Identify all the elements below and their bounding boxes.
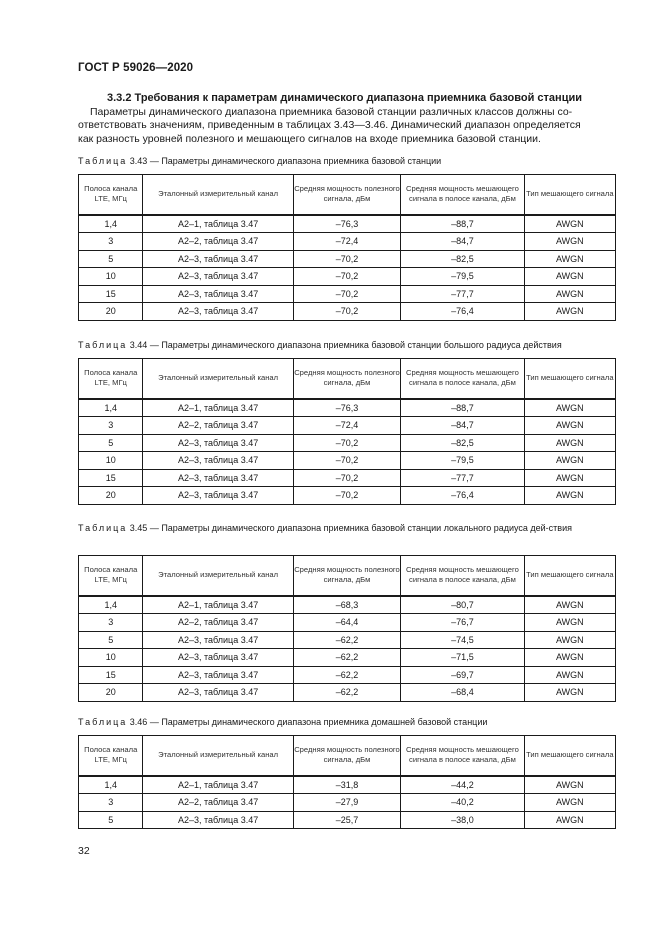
table-cell: –70,2 bbox=[293, 434, 400, 452]
table-cell: –72,4 bbox=[293, 233, 400, 251]
table-row bbox=[79, 649, 616, 667]
column-header: Средняя мощность мешающего сигнала в полосе канала, дБм bbox=[401, 736, 525, 776]
table-cell: A2–3, таблица 3.47 bbox=[143, 666, 293, 684]
table-row bbox=[79, 776, 616, 794]
table-row bbox=[79, 399, 616, 417]
table-cell: –76,3 bbox=[293, 399, 400, 417]
intro-paragraph bbox=[78, 106, 616, 146]
table-row bbox=[79, 215, 616, 233]
table-cell: A2–3, таблица 3.47 bbox=[143, 811, 293, 829]
section-title: 3.3.2 Требования к параметрам динамического диапазона приемника базовой станции bbox=[107, 92, 582, 104]
table-cell: 3 bbox=[79, 417, 143, 435]
intro-line: как разность уровней полезного и мешающего сигналов на входе приемника базовой станции. bbox=[78, 132, 541, 145]
table-cell: AWGN bbox=[524, 417, 615, 435]
table-cell: –79,5 bbox=[401, 268, 525, 286]
caption-text: 3.44 — Параметры динамического диапазона приемника базовой станции большого радиуса действия bbox=[127, 340, 562, 350]
table-cell: –31,8 bbox=[293, 776, 400, 794]
intro-line: ответствовать значениям, приведенным в таблицах 3.43—3.46. Динамический диапазон определяется bbox=[78, 119, 581, 132]
table-cell: A2–1, таблица 3.47 bbox=[143, 776, 293, 794]
column-header: Средняя мощность мешающего сигнала в полосе канала, дБм bbox=[401, 175, 525, 215]
table-cell: –27,9 bbox=[293, 794, 400, 812]
table-cell: 20 bbox=[79, 487, 143, 505]
table-cell: 20 bbox=[79, 303, 143, 321]
table-cell: 5 bbox=[79, 250, 143, 268]
table-cell: –76,7 bbox=[401, 614, 525, 632]
table-cell: AWGN bbox=[524, 596, 615, 614]
table-cell: 1,4 bbox=[79, 596, 143, 614]
column-header: Средняя мощность мешающего сигнала в полосе канала, дБм bbox=[401, 556, 525, 596]
table-cell: AWGN bbox=[524, 614, 615, 632]
table-cell: 3 bbox=[79, 233, 143, 251]
table-cell: –82,5 bbox=[401, 434, 525, 452]
table-cell: AWGN bbox=[524, 452, 615, 470]
table-cell: 15 bbox=[79, 469, 143, 487]
table-cell: –70,2 bbox=[293, 268, 400, 286]
caption-text: 3.43 — Параметры динамического диапазона приемника базовой станции bbox=[127, 156, 442, 166]
table-cell: –74,5 bbox=[401, 631, 525, 649]
table-cell: –88,7 bbox=[401, 215, 525, 233]
table-cell: –88,7 bbox=[401, 399, 525, 417]
table-cell: 10 bbox=[79, 268, 143, 286]
caption-label: Таблица bbox=[78, 717, 128, 727]
table-cell: AWGN bbox=[524, 434, 615, 452]
column-header: Эталонный измерительный канал bbox=[143, 736, 293, 776]
table-cell: –82,5 bbox=[401, 250, 525, 268]
table-cell: A2–2, таблица 3.47 bbox=[143, 794, 293, 812]
table-cell: –38,0 bbox=[401, 811, 525, 829]
caption-label: Таблица bbox=[78, 340, 128, 350]
table-cell: 10 bbox=[79, 452, 143, 470]
caption-label: Таблица bbox=[78, 523, 128, 533]
column-header: Полоса канала LTE, МГц bbox=[79, 175, 143, 215]
table-cell: A2–3, таблица 3.47 bbox=[143, 631, 293, 649]
table-cell: AWGN bbox=[524, 215, 615, 233]
table-cell: –76,3 bbox=[293, 215, 400, 233]
column-header: Эталонный измерительный канал bbox=[143, 359, 293, 399]
column-header: Средняя мощность полезного сигнала, дБм bbox=[293, 736, 400, 776]
table-cell: –25,7 bbox=[293, 811, 400, 829]
table-cell: 3 bbox=[79, 794, 143, 812]
table-cell: 5 bbox=[79, 434, 143, 452]
table-row bbox=[79, 434, 616, 452]
table-cell: –44,2 bbox=[401, 776, 525, 794]
table-cell: 1,4 bbox=[79, 399, 143, 417]
table-caption bbox=[78, 716, 618, 728]
column-header: Тип мешающего сигнала bbox=[524, 736, 615, 776]
table-cell: –64,4 bbox=[293, 614, 400, 632]
table-cell: –69,7 bbox=[401, 666, 525, 684]
column-header: Эталонный измерительный канал bbox=[143, 556, 293, 596]
table-cell: –70,2 bbox=[293, 487, 400, 505]
data-table bbox=[78, 174, 616, 321]
table-cell: AWGN bbox=[524, 811, 615, 829]
table-cell: –62,2 bbox=[293, 684, 400, 702]
table-row bbox=[79, 596, 616, 614]
table-cell: AWGN bbox=[524, 776, 615, 794]
table-cell: A2–3, таблица 3.47 bbox=[143, 250, 293, 268]
table-row bbox=[79, 303, 616, 321]
page-number: 32 bbox=[78, 845, 90, 857]
table-cell: 1,4 bbox=[79, 215, 143, 233]
table-cell: A2–2, таблица 3.47 bbox=[143, 417, 293, 435]
table-cell: –70,2 bbox=[293, 452, 400, 470]
table-cell: –70,2 bbox=[293, 303, 400, 321]
table-cell: A2–3, таблица 3.47 bbox=[143, 452, 293, 470]
table-header-row bbox=[79, 736, 616, 776]
table-cell: A2–3, таблица 3.47 bbox=[143, 285, 293, 303]
caption-text: 3.46 — Параметры динамического диапазона приемника домашней базовой станции bbox=[127, 717, 488, 727]
data-table bbox=[78, 358, 616, 505]
table-cell: –77,7 bbox=[401, 469, 525, 487]
table-cell: A2–3, таблица 3.47 bbox=[143, 268, 293, 286]
column-header: Полоса канала LTE, МГц bbox=[79, 736, 143, 776]
data-table bbox=[78, 555, 616, 702]
caption-label: Таблица bbox=[78, 156, 128, 166]
table-row bbox=[79, 233, 616, 251]
column-header: Средняя мощность мешающего сигнала в полосе канала, дБм bbox=[401, 359, 525, 399]
table-cell: AWGN bbox=[524, 649, 615, 667]
table-cell: AWGN bbox=[524, 684, 615, 702]
table-cell: –79,5 bbox=[401, 452, 525, 470]
table-cell: 15 bbox=[79, 666, 143, 684]
column-header: Тип мешающего сигнала bbox=[524, 359, 615, 399]
table-cell: –70,2 bbox=[293, 469, 400, 487]
table-cell: 3 bbox=[79, 614, 143, 632]
table-row bbox=[79, 268, 616, 286]
table-row bbox=[79, 684, 616, 702]
table-row bbox=[79, 452, 616, 470]
table-cell: A2–3, таблица 3.47 bbox=[143, 649, 293, 667]
column-header: Средняя мощность полезного сигнала, дБм bbox=[293, 175, 400, 215]
table-cell: A2–3, таблица 3.47 bbox=[143, 487, 293, 505]
table-caption bbox=[78, 522, 618, 534]
table-row bbox=[79, 811, 616, 829]
table-cell: AWGN bbox=[524, 666, 615, 684]
table-cell: –80,7 bbox=[401, 596, 525, 614]
column-header: Тип мешающего сигнала bbox=[524, 556, 615, 596]
document-code: ГОСТ Р 59026—2020 bbox=[78, 62, 194, 74]
table-cell: 5 bbox=[79, 631, 143, 649]
table-header-row bbox=[79, 556, 616, 596]
table-cell: –71,5 bbox=[401, 649, 525, 667]
column-header: Полоса канала LTE, МГц bbox=[79, 556, 143, 596]
table-row bbox=[79, 487, 616, 505]
table-cell: –72,4 bbox=[293, 417, 400, 435]
table-cell: AWGN bbox=[524, 469, 615, 487]
table-cell: AWGN bbox=[524, 268, 615, 286]
column-header: Тип мешающего сигнала bbox=[524, 175, 615, 215]
table-cell: AWGN bbox=[524, 794, 615, 812]
table-header-row bbox=[79, 175, 616, 215]
table-row bbox=[79, 794, 616, 812]
table-cell: AWGN bbox=[524, 250, 615, 268]
caption-text: 3.45 — Параметры динамического диапазона приемника базовой станции локального радиуса дей-ствия bbox=[127, 523, 572, 533]
table-cell: A2–1, таблица 3.47 bbox=[143, 596, 293, 614]
table-cell: –62,2 bbox=[293, 649, 400, 667]
table-cell: AWGN bbox=[524, 487, 615, 505]
table-cell: –62,2 bbox=[293, 666, 400, 684]
table-cell: 20 bbox=[79, 684, 143, 702]
table-caption bbox=[78, 339, 618, 351]
table-cell: A2–3, таблица 3.47 bbox=[143, 303, 293, 321]
table-cell: A2–3, таблица 3.47 bbox=[143, 434, 293, 452]
column-header: Эталонный измерительный канал bbox=[143, 175, 293, 215]
intro-line: Параметры динамического диапазона приемника базовой станции различных классов должны со- bbox=[90, 106, 573, 118]
table-cell: –62,2 bbox=[293, 631, 400, 649]
table-caption bbox=[78, 155, 618, 167]
table-cell: –84,7 bbox=[401, 233, 525, 251]
table-cell: A2–2, таблица 3.47 bbox=[143, 614, 293, 632]
table-cell: A2–1, таблица 3.47 bbox=[143, 399, 293, 417]
table-cell: –70,2 bbox=[293, 250, 400, 268]
table-cell: –76,4 bbox=[401, 303, 525, 321]
table-cell: –84,7 bbox=[401, 417, 525, 435]
table-cell: A2–3, таблица 3.47 bbox=[143, 684, 293, 702]
table-row bbox=[79, 250, 616, 268]
table-cell: –76,4 bbox=[401, 487, 525, 505]
table-cell: 5 bbox=[79, 811, 143, 829]
table-cell: A2–1, таблица 3.47 bbox=[143, 215, 293, 233]
data-table bbox=[78, 735, 616, 829]
column-header: Средняя мощность полезного сигнала, дБм bbox=[293, 359, 400, 399]
table-cell: –70,2 bbox=[293, 285, 400, 303]
table-cell: –77,7 bbox=[401, 285, 525, 303]
column-header: Полоса канала LTE, МГц bbox=[79, 359, 143, 399]
table-header-row bbox=[79, 359, 616, 399]
table-cell: –40,2 bbox=[401, 794, 525, 812]
table-cell: A2–2, таблица 3.47 bbox=[143, 233, 293, 251]
table-row bbox=[79, 614, 616, 632]
table-cell: A2–3, таблица 3.47 bbox=[143, 469, 293, 487]
table-row bbox=[79, 631, 616, 649]
table-cell: –68,4 bbox=[401, 684, 525, 702]
table-row bbox=[79, 469, 616, 487]
table-cell: 10 bbox=[79, 649, 143, 667]
table-row bbox=[79, 285, 616, 303]
table-cell: 15 bbox=[79, 285, 143, 303]
table-cell: 1,4 bbox=[79, 776, 143, 794]
table-cell: AWGN bbox=[524, 631, 615, 649]
table-cell: AWGN bbox=[524, 285, 615, 303]
table-cell: AWGN bbox=[524, 233, 615, 251]
table-cell: AWGN bbox=[524, 303, 615, 321]
table-cell: AWGN bbox=[524, 399, 615, 417]
column-header: Средняя мощность полезного сигнала, дБм bbox=[293, 556, 400, 596]
table-row bbox=[79, 417, 616, 435]
table-row bbox=[79, 666, 616, 684]
table-cell: –68,3 bbox=[293, 596, 400, 614]
